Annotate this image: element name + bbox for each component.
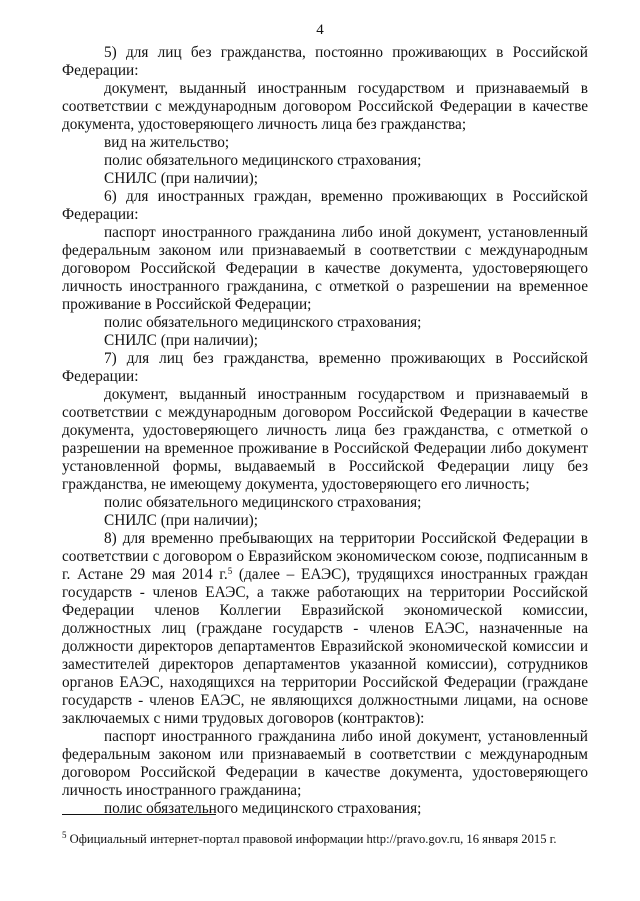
text-line: соответствии с международным договором Российской Федерации в качестве bbox=[62, 98, 588, 115]
text-line: должности директоров департаментов Евразийской экономической комиссии и bbox=[62, 638, 588, 655]
text-line: государств - членов ЕАЭС, не являющихся должностными лицами, на основе bbox=[62, 692, 588, 709]
text-line: Федерации: bbox=[62, 206, 139, 223]
text-line: договором Российской Федерации в качестве документа, удостоверяющего bbox=[62, 260, 588, 277]
text-line: федеральным законом или признаваемый в соответствии с международным bbox=[62, 242, 588, 259]
text-line: документа, удостоверяющего личность лица без гражданства, с отметкой о bbox=[62, 422, 588, 439]
text-line: гражданства, не имеющему документа, удостоверяющего его личность; bbox=[62, 476, 530, 493]
text-line: СНИЛС (при наличии); bbox=[104, 332, 258, 349]
text-line: соответствии с договором о Евразийском экономическом союзе, подписанным в bbox=[62, 548, 588, 565]
text-line: соответствии с международным договором Российской Федерации в качестве bbox=[62, 404, 588, 421]
text-line: документ, выданный иностранным государством и признаваемый в bbox=[104, 80, 588, 97]
text-line: государств - членов ЕАЭС, а также работающих на территории Российской bbox=[62, 584, 588, 601]
text-line: заместителей директоров департаментов указанной комиссии), сотрудников bbox=[62, 656, 588, 673]
text-line: документа, удостоверяющего личность лица без гражданства; bbox=[62, 116, 467, 133]
text-line: органов ЕАЭС, находящихся на территории Российской Федерации (граждане bbox=[62, 674, 588, 691]
text-line: Федерации: bbox=[62, 368, 139, 385]
text-line: полис обязательного медицинского страхования; bbox=[104, 494, 422, 511]
text-line: 8) для временно пребывающих на территории Российской Федерации в bbox=[104, 530, 588, 547]
footnote-separator bbox=[62, 814, 216, 815]
text-line: 7) для лиц без гражданства, временно проживающих в Российской bbox=[104, 350, 588, 367]
text-line: полис обязательного медицинского страхования; bbox=[104, 314, 422, 331]
text-line: проживание в Российской Федерации; bbox=[62, 296, 312, 313]
text-line: 5) для лиц без гражданства, постоянно проживающих в Российской bbox=[104, 44, 588, 61]
text-line: Федерации членов Коллегии Евразийской экономической комиссии, bbox=[62, 602, 588, 619]
text-line: разрешении на временное проживание в Российской Федерации либо документ bbox=[62, 440, 588, 457]
text-line: заключаемых с ними трудовых договоров (контрактов): bbox=[62, 710, 425, 727]
text-line: СНИЛС (при наличии); bbox=[104, 512, 258, 529]
text-line: установленной формы, выдаваемый в Российской Федерации лицу без bbox=[62, 458, 588, 475]
text-line: личность иностранного гражданина; bbox=[62, 782, 302, 799]
text-line: документ, выданный иностранным государством и признаваемый в bbox=[104, 386, 588, 403]
text-line: договором Российской Федерации в качестве документа, удостоверяющего bbox=[62, 764, 588, 781]
text-line: личность иностранного гражданина, с отметкой о разрешении на временное bbox=[62, 278, 588, 295]
text-line: полис обязательного медицинского страхования; bbox=[104, 152, 422, 169]
text-line: паспорт иностранного гражданина либо иной документ, установленный bbox=[104, 224, 588, 241]
text-line: должностных лиц (граждане государств - членов ЕАЭС, назначенные на bbox=[62, 620, 588, 637]
text-line: СНИЛС (при наличии); bbox=[104, 170, 258, 187]
text-line: вид на жительство; bbox=[104, 134, 230, 151]
footnote-marker: 5 bbox=[62, 830, 67, 840]
footnote-text: Официальный интернет-портал правовой информации http://pravo.gov.ru, 16 января 2015 г. bbox=[66, 832, 557, 846]
text-line-part: г. Астане 29 мая 2014 г. bbox=[62, 566, 228, 583]
text-line: полис обязательного медицинского страхования; bbox=[104, 800, 422, 817]
text-line: Федерации: bbox=[62, 62, 139, 79]
page-number: 4 bbox=[316, 22, 324, 38]
footnote-reference: 5 bbox=[227, 566, 233, 576]
text-line-part: (далее – ЕАЭС), трудящихся иностранных граждан bbox=[232, 566, 588, 583]
text-line: паспорт иностранного гражданина либо иной документ, установленный bbox=[104, 728, 588, 745]
text-line bbox=[62, 566, 588, 584]
text-line: федеральным законом или признаваемый в соответствии с международным bbox=[62, 746, 588, 763]
text-line: 6) для иностранных граждан, временно проживающих в Российской bbox=[104, 188, 588, 205]
footnote bbox=[62, 832, 557, 847]
